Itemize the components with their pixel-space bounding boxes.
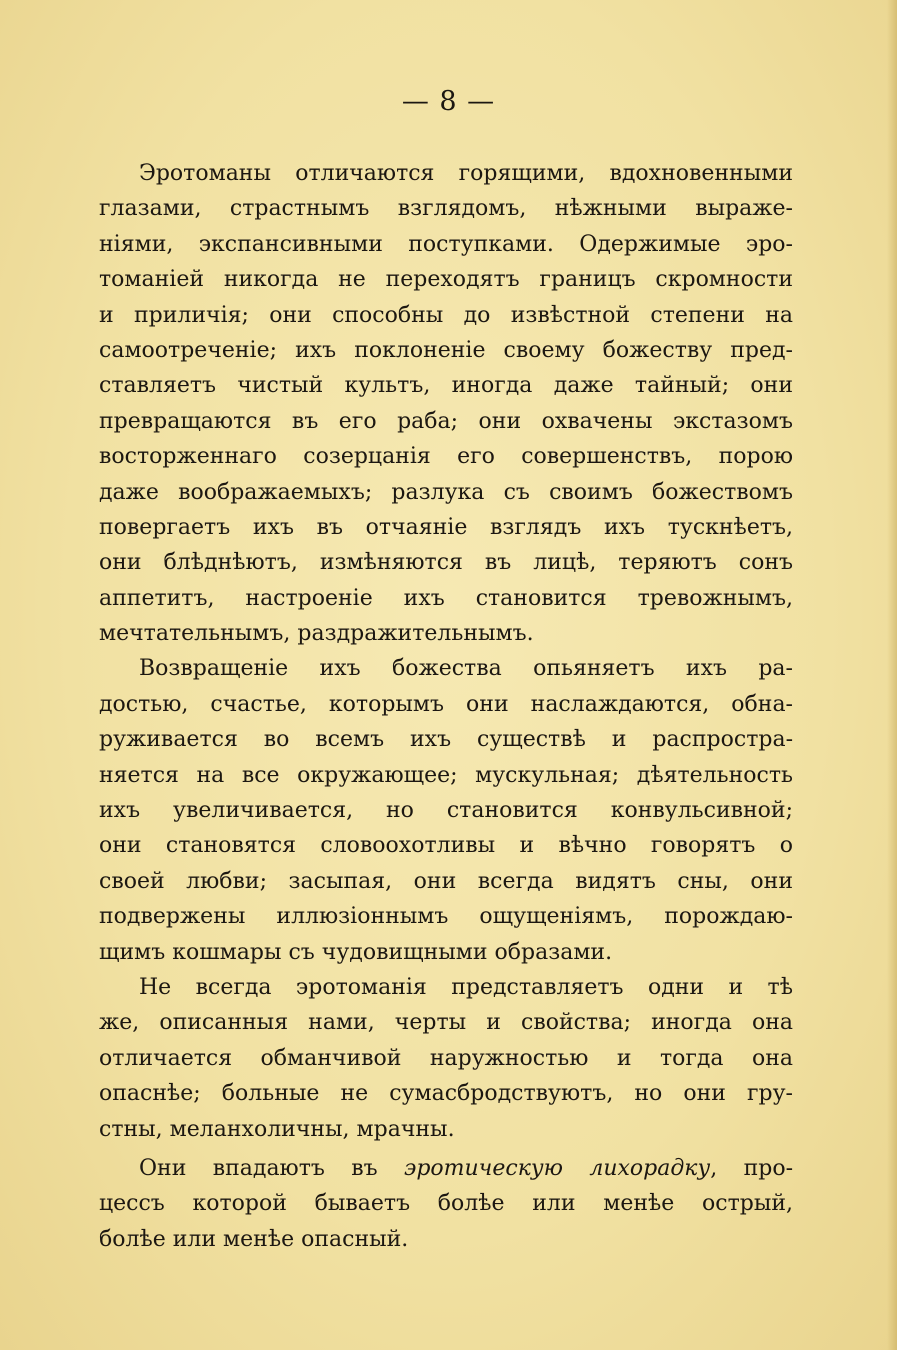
paragraph-1 xyxy=(99,156,793,651)
text-line: Возвращеніе ихъ божества опьяняетъ ихъ ра- xyxy=(139,656,793,682)
text-line: стны, меланхоличны, мрачны. xyxy=(99,1116,455,1142)
text-line: ніями, экспансивными поступками. Одержимые эро- xyxy=(99,231,793,257)
text-line-mixed xyxy=(99,1151,793,1186)
text-line: же, описанныя нами, черты и свойства; иногда она xyxy=(99,1010,793,1036)
text-line: они блѣднѣютъ, измѣняются въ лицѣ, теряютъ сонъ xyxy=(99,550,793,576)
text-line: Эротоманы отличаются горящими, вдохновенными xyxy=(139,161,793,186)
text-line: руживается во всемъ ихъ существѣ и распростра- xyxy=(99,727,793,753)
text-line: Не всегда эротоманія представляетъ одни и тѣ xyxy=(139,974,793,1000)
text-line: отличается обманчивой наружностью и тогда она xyxy=(99,1045,793,1071)
text-line: щимъ кошмары съ чудовищными образами. xyxy=(99,939,613,965)
paragraph-2 xyxy=(99,651,793,970)
text-line: восторженнаго созерцанія его совершенствъ, порою xyxy=(99,444,793,470)
text-line: достью, счастье, которымъ они наслаждаются, обна- xyxy=(99,691,793,717)
text-run: Они впадаютъ въ xyxy=(139,1155,404,1181)
text-line: опаснѣе; больные не сумасбродствуютъ, но они гру- xyxy=(99,1081,793,1107)
body-text xyxy=(99,156,793,1257)
text-line: ихъ увеличивается, но становится конвульсивной; xyxy=(99,798,793,824)
text-run: , про- xyxy=(710,1155,794,1181)
text-line: даже воображаемыхъ; разлука съ своимъ божествомъ xyxy=(99,479,793,505)
text-line: самоотреченіе; ихъ поклоненіе своему божеству пред- xyxy=(99,337,793,363)
text-line: цессъ которой бываетъ болѣе или менѣе острый, xyxy=(99,1191,793,1217)
text-line: мечтательнымъ, раздражительнымъ. xyxy=(99,621,534,647)
text-line: аппетитъ, настроеніе ихъ становится тревожнымъ, xyxy=(99,585,793,611)
text-line: няется на все окружающее; мускульная; дѣятельность xyxy=(99,762,793,788)
text-line: превращаются въ его раба; они охвачены экстазомъ xyxy=(99,408,793,434)
page-edge-shadow xyxy=(887,0,897,1350)
page-number: — 8 — xyxy=(401,86,496,117)
text-line: и приличія; они способны до извѣстной степени на xyxy=(99,302,793,328)
italic-phrase: эротическую лихорадку xyxy=(404,1155,711,1181)
paragraph-4 xyxy=(99,1151,793,1257)
text-line: повергаетъ ихъ въ отчаяніе взглядъ ихъ тускнѣетъ, xyxy=(99,514,793,540)
text-line: ставляетъ чистый культъ, иногда даже тайный; они xyxy=(99,373,793,399)
text-line: глазами, страстнымъ взглядомъ, нѣжными выраже- xyxy=(99,196,793,222)
text-line: своей любви; засыпая, они всегда видятъ сны, они xyxy=(99,868,793,894)
text-line: томаніей никогда не переходятъ границъ скромности xyxy=(99,267,793,293)
paragraph-3 xyxy=(99,970,793,1147)
text-line: они становятся словоохотливы и вѣчно говорятъ о xyxy=(99,833,793,859)
text-line: болѣе или менѣе опасный. xyxy=(99,1226,409,1252)
text-line: подвержены иллюзіоннымъ ощущеніямъ, порождаю- xyxy=(99,904,793,930)
